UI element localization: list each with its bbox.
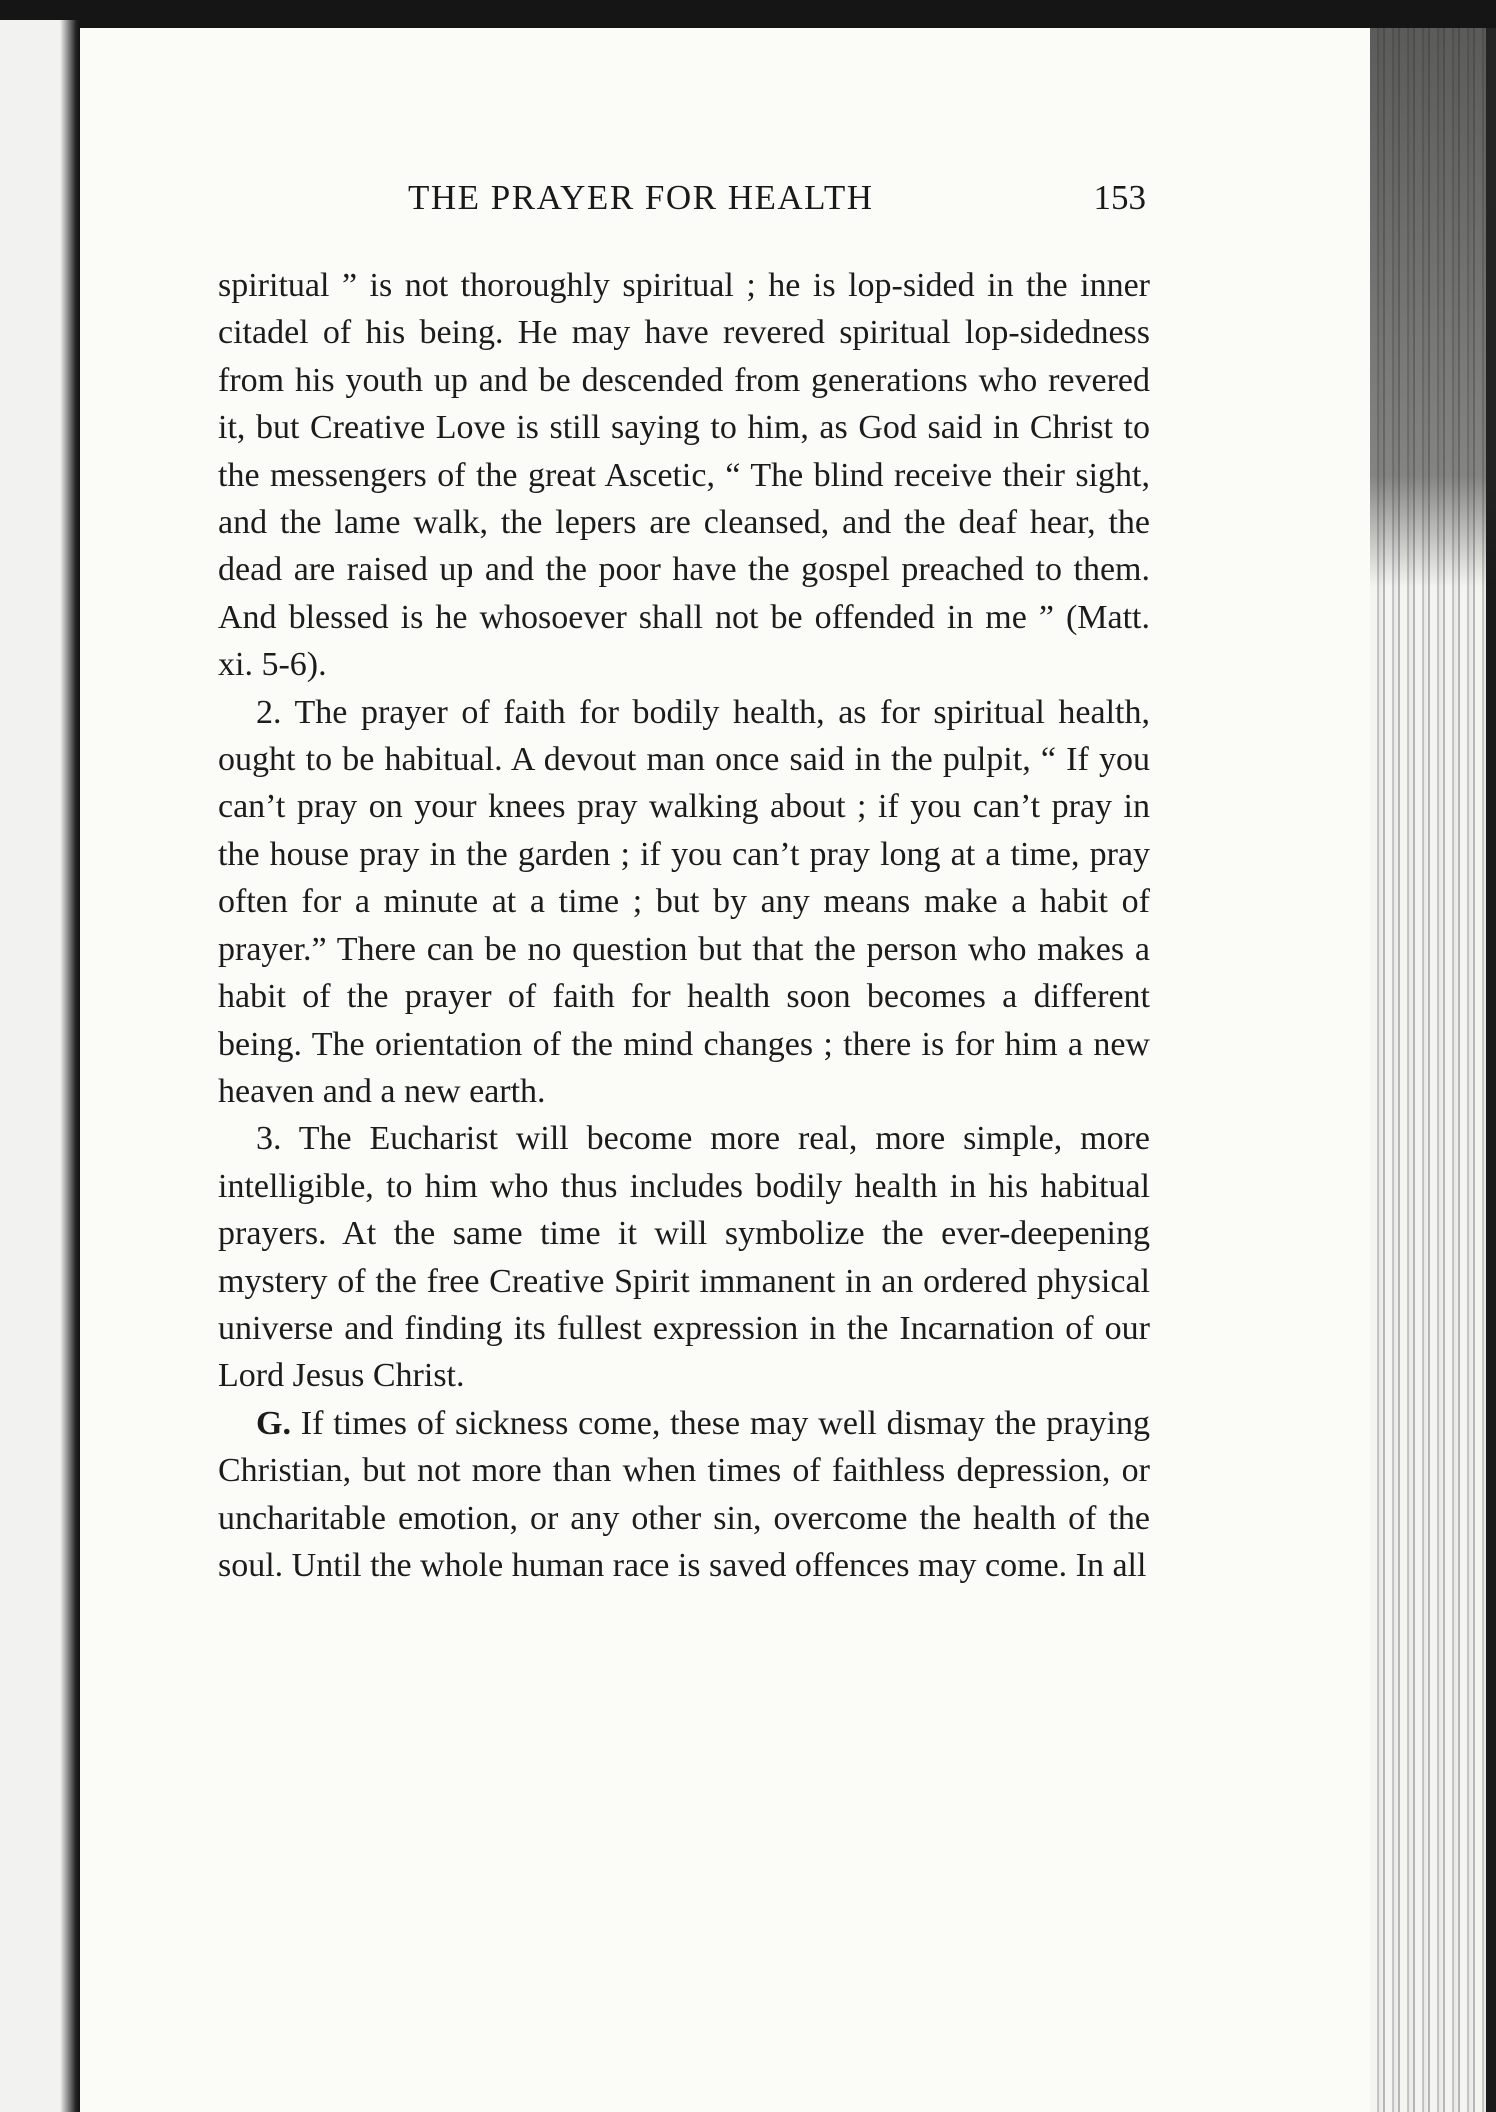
paragraph-g bbox=[218, 1400, 1150, 1590]
paragraph-2: 2. The prayer of faith for bodily health, as for spiritual health, ought to be habitual. A devout man once said in the pulpit, “ If you can’t pray on your knees pray walking about ; if you can’t pray in the house pray in the garden ; if you can’t pray long at a time, pray often for a minute at a time ; but by any means make a habit of prayer.” There can be no question but that the person who makes a habit of the prayer of faith for health soon becomes a different being. The orientation of the mind changes ; there is for him a new heaven and a new earth. bbox=[218, 693, 1150, 1110]
facing-page-edge bbox=[0, 20, 80, 2112]
page-number: 153 bbox=[1093, 178, 1146, 217]
page-header bbox=[218, 178, 1146, 232]
continuation-paragraph: spiritual ” is not thoroughly spiritual ; he is lop-sided in the inner citadel of his being. He may have revered spiritual lop-sidedness from his youth up and be descended from generations who revered it, but Creative Love is still saying to him, as God said in Christ to the messengers of the great Ascetic, “ The blind receive their sight, and the lame walk, the lepers are cleansed, and the deaf hear, the dead are raised up and the poor have the gospel preached to them. And blessed is he whosoever shall not be offended in me ” (Matt. xi. 5-6). bbox=[218, 267, 1150, 684]
running-head-title: THE PRAYER FOR HEALTH bbox=[408, 178, 874, 217]
page-body bbox=[218, 262, 1150, 1589]
section-g-text: If times of sickness come, these may well dismay the praying Christian, but not more than when times of faithless depression, or uncharitable emotion, or any other sin, overcome the health of the soul. Until the whole human race is saved offences may come. In all bbox=[218, 1404, 1150, 1584]
section-g-label: G. bbox=[256, 1404, 291, 1442]
scan-top-border bbox=[0, 0, 1496, 28]
page-fore-edge bbox=[1370, 28, 1496, 2112]
paragraph-3: 3. The Eucharist will become more real, more simple, more intelligible, to him who thus includes bodily health in his habitual prayers. At the same time it will symbolize the ever-deepening mystery of the free Creative Spirit immanent in an ordered physical universe and finding its fullest expression in the Incarnation of our Lord Jesus Christ. bbox=[218, 1120, 1150, 1395]
